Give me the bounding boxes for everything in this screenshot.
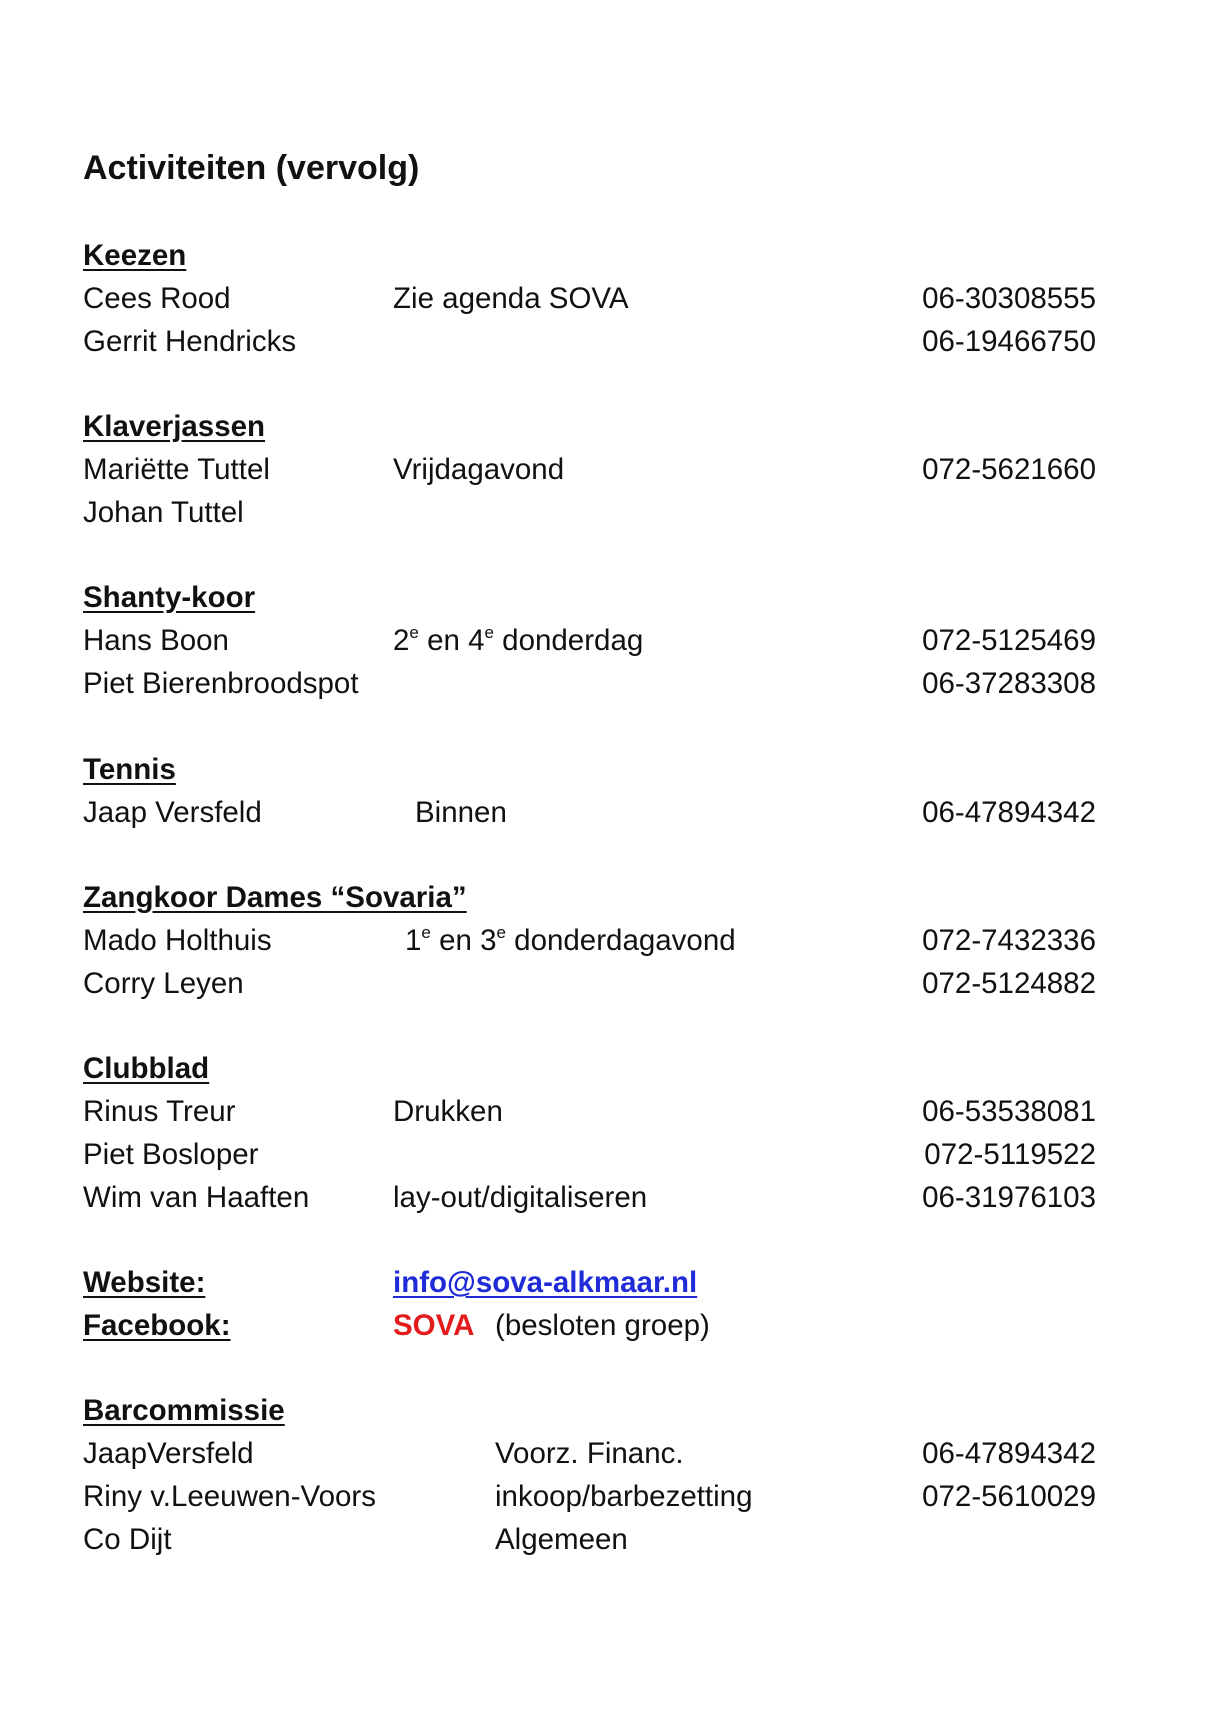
contact-row: [0, 919, 1218, 962]
contact-phone: 072-5124882: [922, 967, 1096, 1000]
contact-phone: 06-30308555: [922, 282, 1096, 315]
contact-phone: 06-47894342: [922, 796, 1096, 829]
contact-row: [0, 448, 1218, 491]
contact-row: [0, 1176, 1218, 1219]
section-heading: Tennis: [83, 753, 176, 786]
website-link[interactable]: info@sova-alkmaar.nl: [393, 1266, 698, 1299]
contact-phone: 06-31976103: [922, 1181, 1096, 1214]
contact-phone: 06-37283308: [922, 667, 1096, 700]
section-heading-barcommissie: [0, 1389, 1218, 1432]
section-heading-shanty-koor: [0, 576, 1218, 619]
contact-info: Voorz. Financ.: [495, 1437, 684, 1470]
contact-phone: 06-47894342: [922, 1437, 1096, 1470]
contact-row: [0, 1518, 1218, 1561]
section-heading-klaverjassen: [0, 405, 1218, 448]
contact-info: lay-out/digitaliseren: [393, 1181, 648, 1214]
website-label: Website:: [83, 1266, 206, 1299]
facebook-row: [0, 1304, 1218, 1347]
section-heading: Klaverjassen: [83, 410, 266, 443]
contact-name: Cees Rood: [83, 282, 231, 315]
facebook-note: (besloten groep): [495, 1309, 710, 1342]
contact-name: Rinus Treur: [83, 1095, 236, 1128]
contact-row: [0, 320, 1218, 363]
facebook-label: Facebook:: [83, 1309, 231, 1342]
contact-name: Mariëtte Tuttel: [83, 453, 270, 486]
contact-name: Jaap Versfeld: [83, 796, 262, 829]
contact-name: Riny v.Leeuwen-Voors: [83, 1480, 376, 1513]
contact-info: inkoop/barbezetting: [495, 1480, 753, 1513]
contact-info: 2e en 4e donderdag: [393, 623, 644, 657]
contact-row: [0, 962, 1218, 1005]
contact-row: [0, 277, 1218, 320]
contact-row: [0, 619, 1218, 662]
section-heading-tennis: [0, 748, 1218, 791]
contact-info: Vrijdagavond: [393, 453, 565, 486]
contact-info: Algemeen: [495, 1523, 628, 1556]
contact-row: [0, 1475, 1218, 1518]
facebook-group-name: SOVA: [393, 1309, 475, 1342]
contact-name: Piet Bierenbroodspot: [83, 667, 359, 700]
contact-name: Co Dijt: [83, 1523, 172, 1556]
contact-phone: 072-7432336: [922, 924, 1096, 957]
page-title: Activiteiten (vervolg): [83, 149, 420, 187]
contact-name: Corry Leyen: [83, 967, 244, 1000]
contact-phone: 072-5610029: [922, 1480, 1096, 1513]
contact-info: Zie agenda SOVA: [393, 282, 629, 315]
contact-name: Hans Boon: [83, 624, 229, 657]
section-heading: Clubblad: [83, 1052, 210, 1085]
contact-phone: 072-5119522: [924, 1138, 1096, 1171]
section-heading: Shanty-koor: [83, 581, 256, 614]
section-heading: Zangkoor Dames “Sovaria”: [83, 881, 467, 914]
contact-row: [0, 491, 1218, 534]
contact-name: Gerrit Hendricks: [83, 325, 297, 358]
contact-phone: 06-53538081: [922, 1095, 1096, 1128]
contact-name: JaapVersfeld: [83, 1437, 254, 1470]
contact-name: Wim van Haaften: [83, 1181, 310, 1214]
contact-info: Drukken: [393, 1095, 503, 1128]
section-heading: Barcommissie: [83, 1394, 285, 1427]
contact-name: Mado Holthuis: [83, 924, 272, 957]
contact-info: Binnen: [415, 796, 507, 829]
contact-name: Piet Bosloper: [83, 1138, 259, 1171]
section-heading-zangkoor: [0, 876, 1218, 919]
contact-row: [0, 1432, 1218, 1475]
section-heading-clubblad: [0, 1047, 1218, 1090]
contact-row: [0, 1090, 1218, 1133]
contact-row: [0, 1133, 1218, 1176]
contact-phone: 06-19466750: [922, 325, 1096, 358]
section-heading: Keezen: [83, 239, 187, 272]
website-row: [0, 1261, 1218, 1304]
contact-row: [0, 662, 1218, 705]
contact-phone: 072-5125469: [922, 624, 1096, 657]
contact-name: Johan Tuttel: [83, 496, 244, 529]
section-heading-keezen: [0, 234, 1218, 277]
contact-info: 1e en 3e donderdagavond: [405, 923, 736, 957]
contact-phone: 072-5621660: [922, 453, 1096, 486]
contact-row: [0, 791, 1218, 834]
